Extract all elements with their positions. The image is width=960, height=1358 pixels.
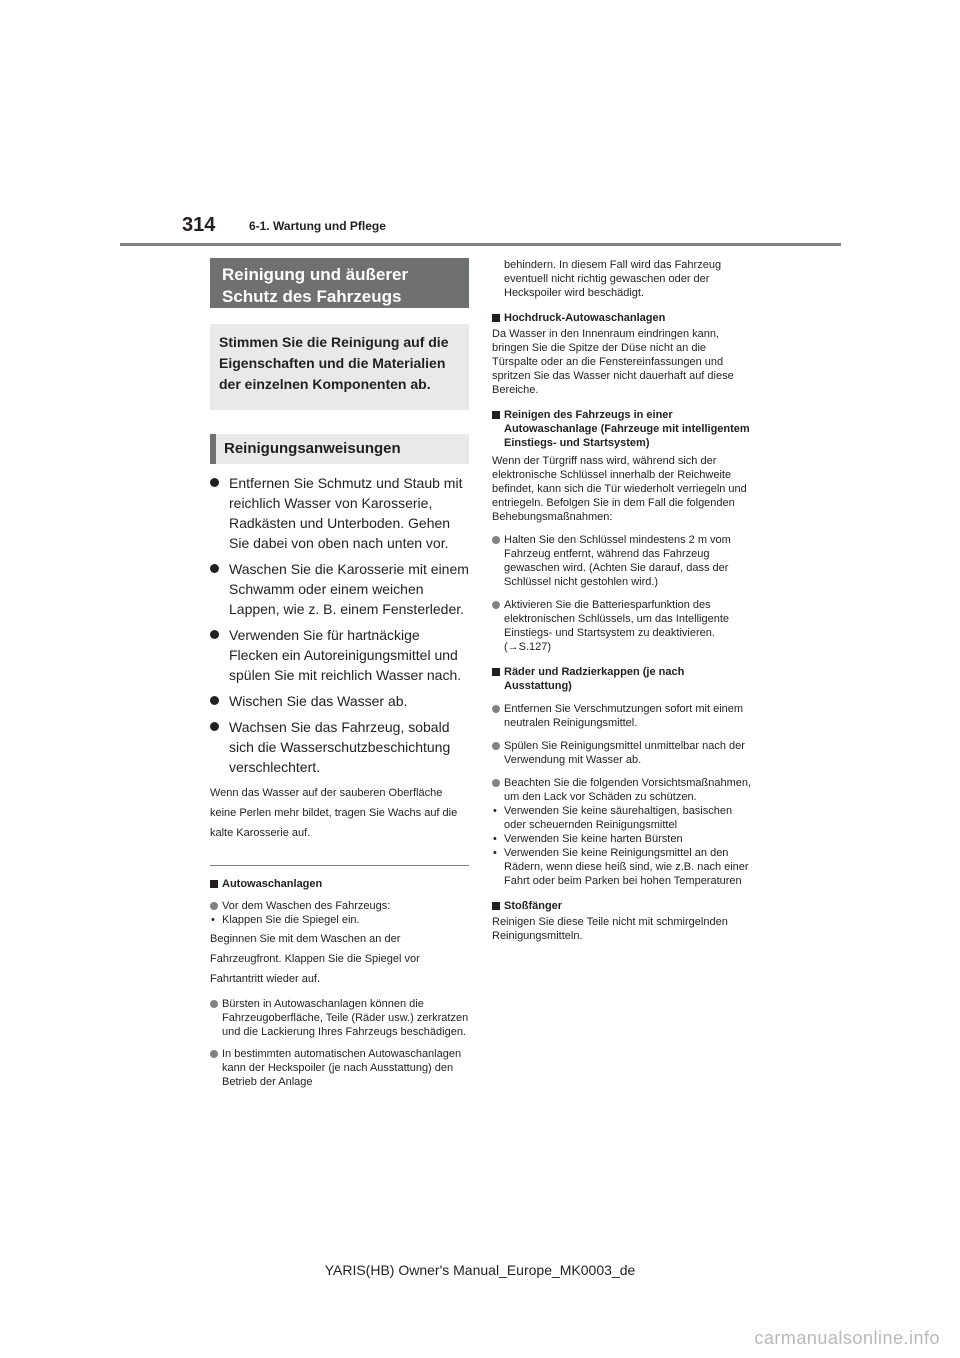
sub-bullet-icon: • xyxy=(493,833,497,845)
car-wash-paragraph: Beginnen Sie mit dem Waschen an der Fahrzeugfront. Klappen Sie die Spiegel vor Fahrtantritt wieder auf. xyxy=(210,933,420,985)
bullet-dot-icon xyxy=(210,1050,218,1058)
watermark: carmanualsonline.info xyxy=(754,1328,940,1348)
instructions-heading: Reinigungsanweisungen xyxy=(210,434,469,464)
list-item: Entfernen Sie Schmutz und Staub mit reichlich Wasser von Karosserie, Radkästen und Unterboden. Gehen Sie dabei von oben nach unten vor. xyxy=(210,473,469,553)
square-bullet-icon xyxy=(492,314,500,322)
car-wash-bullet: Vor dem Waschen des Fahrzeugs: xyxy=(210,899,469,913)
wheels-subitem: • Verwenden Sie keine Reinigungsmittel an den Rädern, wenn diese heiß sind, wie z.B. nach einer Fahrt oder beim Parken bei hohen Temperaturen xyxy=(493,847,749,887)
bullet-dot-icon xyxy=(210,478,219,487)
smart-entry-heading: Reinigen des Fahrzeugs in einer Autowaschanlage (Fahrzeuge mit intelligentem Einstiegs- und Startsystem) xyxy=(492,408,754,450)
car-wash-bullet: Bürsten in Autowaschanlagen können die Fahrzeugoberfläche, Teile (Räder usw.) zerkratzen und die Lackierung Ihres Fahrzeugs beschädigen. xyxy=(210,997,469,1039)
page-number: 314 xyxy=(182,214,216,236)
bullet-dot-icon xyxy=(210,722,219,731)
high-pressure-text: Da Wasser in den Innenraum eindringen kann, bringen Sie die Spitze der Düse nicht an die Türspalte oder an die Fenstereinfassungen und spritzen Sie das Wasser nicht dauerhaft auf diese Bereiche. xyxy=(492,328,734,396)
bullet-dot-icon xyxy=(492,742,500,750)
wheels-bullet: Entfernen Sie Verschmutzungen sofort mit einem neutralen Reinigungsmittel. xyxy=(492,702,754,730)
smart-entry-text: Wenn der Türgriff nass wird, während sich der elektronische Schlüssel innerhalb der Reichweite befindet, kann sich die Tür wiederholt verriegeln und entriegeln. Befolgen Sie in dem Fall die folgenden Behebungsmaßnahmen: xyxy=(492,455,747,523)
list-item: Wischen Sie das Wasser ab. xyxy=(210,691,469,711)
section-label: 6-1. Wartung und Pflege xyxy=(249,219,386,233)
high-pressure-heading: Hochdruck-Autowaschanlagen xyxy=(492,311,754,325)
wax-note: Wenn das Wasser auf der sauberen Oberfläche keine Perlen mehr bildet, tragen Sie Wachs auf die kalte Karosserie auf. xyxy=(210,787,458,839)
bullet-dot-icon xyxy=(492,779,500,787)
list-item: Verwenden Sie für hartnäckige Flecken ein Autoreinigungsmittel und spülen Sie mit reichlich Wasser nach. xyxy=(210,625,469,685)
left-column xyxy=(210,258,469,1089)
bullet-dot-icon xyxy=(492,601,500,609)
instruction-list xyxy=(210,473,469,777)
bullet-dot-icon xyxy=(210,902,218,910)
square-bullet-icon xyxy=(210,880,218,888)
sub-bullet-icon: • xyxy=(211,914,215,926)
smart-entry-bullet: Halten Sie den Schlüssel mindestens 2 m vom Fahrzeug entfernt, während das Fahrzeug gewaschen wird. (Achten Sie darauf, dass der Schlüssel nicht gestohlen wird.) xyxy=(492,533,754,589)
sub-bullet-icon: • xyxy=(493,805,497,817)
bumper-heading: Stoßfänger xyxy=(492,899,754,913)
bullet-dot-icon xyxy=(492,536,500,544)
bullet-dot-icon xyxy=(210,630,219,639)
sub-bullet-icon: • xyxy=(493,847,497,859)
bumper-text: Reinigen Sie diese Teile nicht mit schmirgelnden Reinigungsmitteln. xyxy=(492,916,728,942)
square-bullet-icon xyxy=(492,668,500,676)
section-title: Reinigung und äußerer Schutz des Fahrzeugs xyxy=(210,258,469,308)
footer-text: YARIS(HB) Owner's Manual_Europe_MK0003_de xyxy=(324,1262,636,1278)
bullet-dot-icon xyxy=(210,564,219,573)
square-bullet-icon xyxy=(492,411,500,419)
continuation-text: behindern. In diesem Fall wird das Fahrzeug eventuell nicht richtig gewaschen oder der Heckspoiler wird beschädigt. xyxy=(504,259,722,299)
wheels-bullet: Beachten Sie die folgenden Vorsichtsmaßnahmen, um den Lack vor Schäden zu schützen. xyxy=(492,776,754,804)
wheels-subitem: • Verwenden Sie keine harten Bürsten xyxy=(493,833,683,845)
car-wash-subitem: • Klappen Sie die Spiegel ein. xyxy=(211,914,360,926)
wheels-heading: Räder und Radzierkappen (je nach Ausstattung) xyxy=(492,665,754,693)
square-bullet-icon xyxy=(492,902,500,910)
right-column xyxy=(492,258,754,943)
wheels-subitem: • Verwenden Sie keine säurehaltigen, basischen oder scheuernden Reinigungsmittel xyxy=(493,805,733,831)
bullet-dot-icon xyxy=(210,696,219,705)
smart-entry-bullet: Aktivieren Sie die Batteriesparfunktion des elektronischen Schlüssels, um das Intelligente Einstiegs- und Startsystem zu deaktivieren. (→S.127) xyxy=(492,598,754,654)
wheels-bullet: Spülen Sie Reinigungsmittel unmittelbar nach der Verwendung mit Wasser ab. xyxy=(492,739,754,767)
header-rule xyxy=(120,243,841,246)
list-item: Waschen Sie die Karosserie mit einem Schwamm oder einem weichen Lappen, wie z. B. einem Fensterleder. xyxy=(210,559,469,619)
bullet-dot-icon xyxy=(210,1000,218,1008)
divider xyxy=(210,865,469,866)
intro-box: Stimmen Sie die Reinigung auf die Eigenschaften und die Materialien der einzelnen Komponenten ab. xyxy=(210,324,469,410)
list-item: Wachsen Sie das Fahrzeug, sobald sich die Wasserschutzbeschichtung verschlechtert. xyxy=(210,717,469,777)
car-wash-heading: Autowaschanlagen xyxy=(210,877,469,891)
car-wash-bullet: In bestimmten automatischen Autowaschanlagen kann der Heckspoiler (je nach Ausstattung) den Betrieb der Anlage xyxy=(210,1047,469,1089)
bullet-dot-icon xyxy=(492,705,500,713)
